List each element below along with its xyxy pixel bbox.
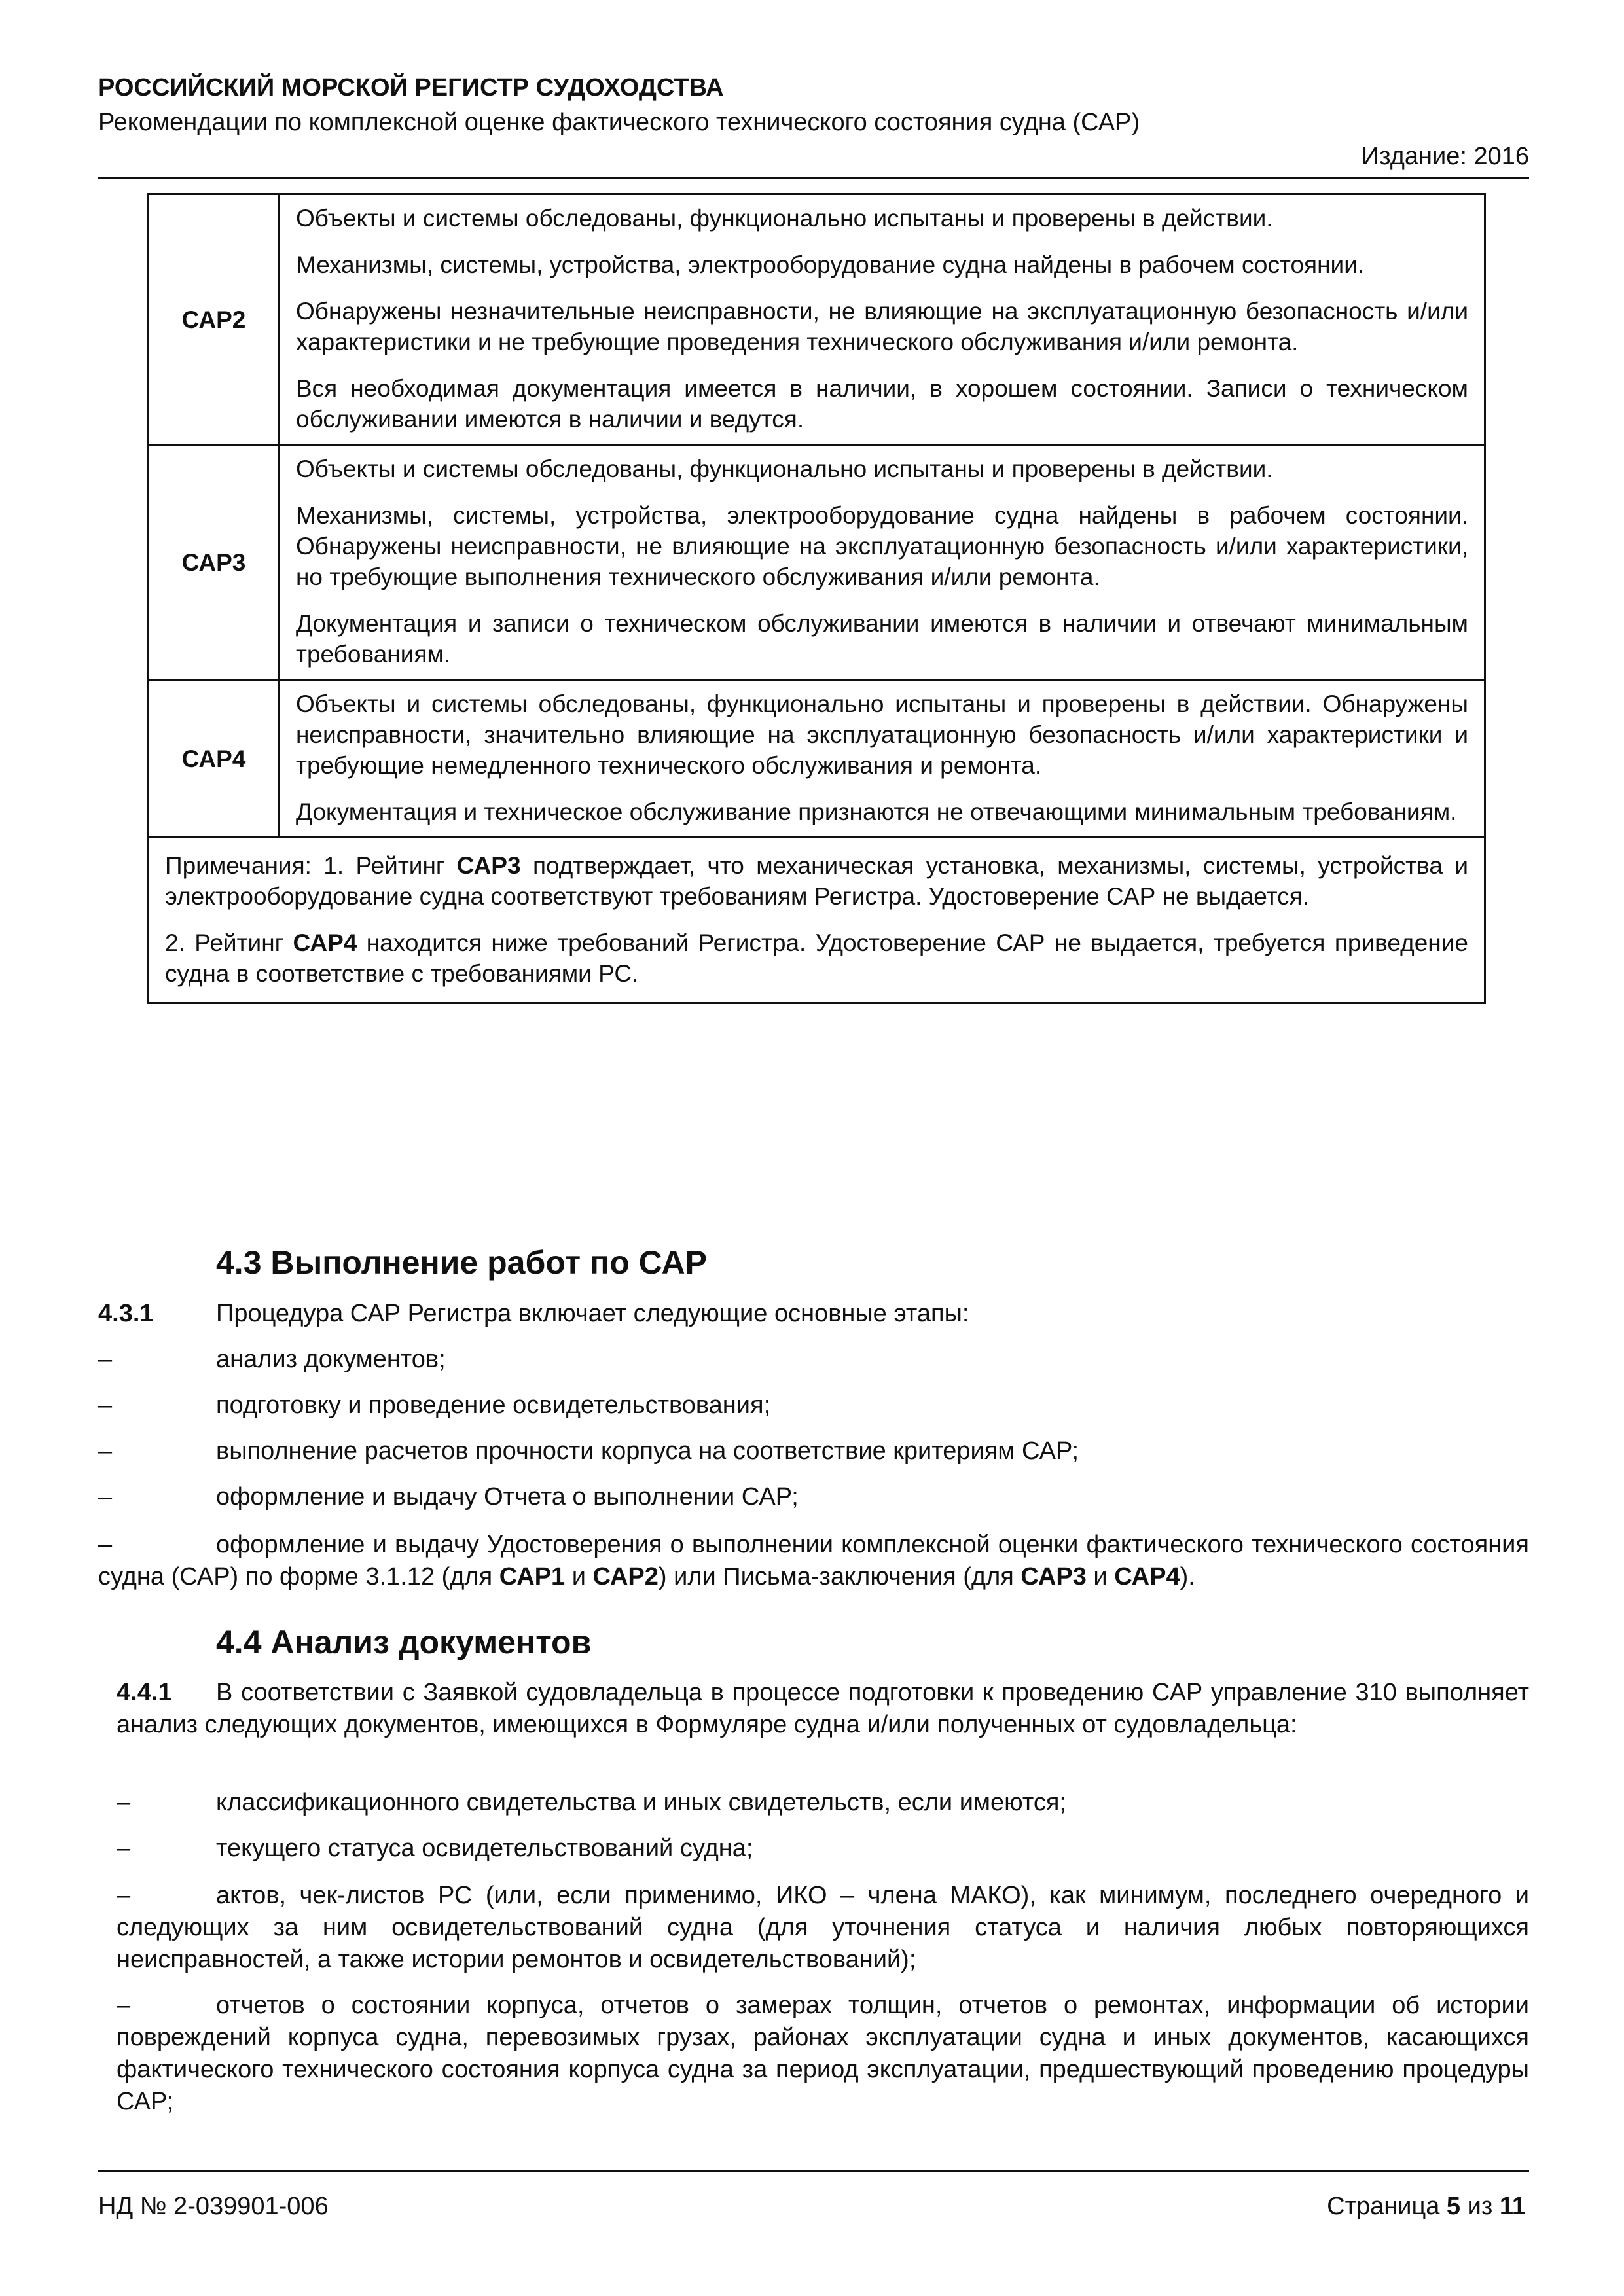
description-paragraph: Объекты и системы обследованы, функционально испытаны и проверены в действии. <box>296 456 1273 482</box>
paragraph-4-4-1: 4.4.1 В соответствии с Заявкой судовладельца в процессе подготовки к проведению САР управление 310 выполняет анализ следующих документов, имеющихся в Формуляре судна и/или полученных от судовладельца: <box>117 1679 1529 1738</box>
footer-divider <box>98 2170 1529 2172</box>
list-item: – отчетов о состоянии корпуса, отчетов о замерах толщин, отчетов о ремонтах, информации об истории повреждений корпуса судна, перевозимых грузах, районах эксплуатации судна и иных документов, касающихся фактического технического состояния корпуса судна за период эксплуатации, предшествующий проведению процедуры САР; <box>117 1992 1529 2115</box>
list-item: – текущего статуса освидетельствований судна; <box>117 1835 753 1862</box>
description-paragraph: Механизмы, системы, устройства, электрооборудование судна найдены в рабочем состоянии. Обнаружены неисправности, не влияющие на эксплуатационную безопасность и/или характеристики, но требующие выполнения технического обслуживания и/или ремонта. <box>296 502 1468 590</box>
header-document-title: Рекомендации по комплексной оценке фактического технического состояния судна (САР) <box>98 109 1140 136</box>
list-item: – актов, чек-листов РС (или, если применимо, ИКО – члена МАКО), как минимум, последнего очередного и следующих за ним освидетельствований судна (для уточнения статуса и наличия любых повторяющихся неисправностей, а также истории ремонтов и освидетельствований); <box>117 1882 1529 1973</box>
section-heading-4-4: 4.4 Анализ документов <box>216 1624 592 1660</box>
description-paragraph: Вся необходимая документация имеется в наличии, в хорошем состоянии. Записи о техническом обслуживании имеются в наличии и ведутся. <box>296 375 1468 433</box>
note-1: Примечания: 1. Рейтинг САР3 подтверждает, что механическая установка, механизмы, системы, устройства и электрооборудование судна соответствуют требованиям Регистра. Удостоверение САР не выдается. <box>165 852 1468 910</box>
list-item: – оформление и выдачу Удостоверения о выполнении комплексной оценки фактического технического состояния судна (САР) по форме 3.1.12 (для САР1 и САР2) или Письма-заключения (для САР3 и САР4). <box>98 1531 1529 1590</box>
footer-page-number: Страница 5 из 11 <box>1327 2193 1526 2220</box>
header-divider <box>98 177 1529 179</box>
header-organization: РОССИЙСКИЙ МОРСКОЙ РЕГИСТР СУДОХОДСТВА <box>98 74 724 101</box>
rating-code: САР4 <box>149 680 280 838</box>
list-item: – выполнение расчетов прочности корпуса на соответствие критериям САР; <box>98 1437 1079 1465</box>
rating-description <box>280 194 1485 445</box>
description-paragraph: Документация и техническое обслуживание признаются не отвечающими минимальным требованиям. <box>296 798 1457 825</box>
footer-document-number: НД № 2-039901-006 <box>98 2193 329 2220</box>
rating-description <box>280 445 1485 680</box>
list-item: – подготовку и проведение освидетельствования; <box>98 1391 771 1419</box>
description-paragraph: Документация и записи о техническом обслуживании имеются в наличии и отвечают минимальным требованиям. <box>296 610 1468 668</box>
description-paragraph: Обнаружены незначительные неисправности, не влияющие на эксплуатационную безопасность и/или характеристики и не требующие проведения технического обслуживания и/или ремонта. <box>296 298 1468 355</box>
description-paragraph: Механизмы, системы, устройства, электрооборудование судна найдены в рабочем состоянии. <box>296 251 1365 278</box>
description-paragraph: Объекты и системы обследованы, функционально испытаны и проверены в действии. Обнаружены неисправности, значительно влияющие на эксплуатационную безопасность и/или характеристики и требующие немедленного технического обслуживания и ремонта. <box>296 691 1468 779</box>
table-row <box>149 445 1485 680</box>
table-notes-row <box>149 838 1485 1003</box>
description-paragraph: Объекты и системы обследованы, функционально испытаны и проверены в действии. <box>296 205 1273 232</box>
cap-rating-table <box>147 193 1486 1004</box>
table-row <box>149 194 1485 445</box>
list-item: – анализ документов; <box>98 1346 446 1373</box>
rating-code: САР3 <box>149 445 280 680</box>
paragraph-4-3-1: 4.3.1 Процедура САР Регистра включает следующие основные этапы: <box>98 1300 969 1327</box>
header-edition: Издание: 2016 <box>1361 143 1529 170</box>
rating-code: САР2 <box>149 194 280 445</box>
table-notes <box>149 838 1485 1003</box>
list-item: – оформление и выдачу Отчета о выполнении САР; <box>98 1483 799 1511</box>
rating-description <box>280 680 1485 838</box>
note-2: 2. Рейтинг САР4 находится ниже требований Регистра. Удостоверение САР не выдается, требуется приведение судна в соответствие с требованиями РС. <box>165 929 1468 987</box>
section-heading-4-3: 4.3 Выполнение работ по САР <box>216 1244 707 1281</box>
list-item: – классификационного свидетельства и иных свидетельств, если имеются; <box>117 1789 1066 1816</box>
table-row <box>149 680 1485 838</box>
